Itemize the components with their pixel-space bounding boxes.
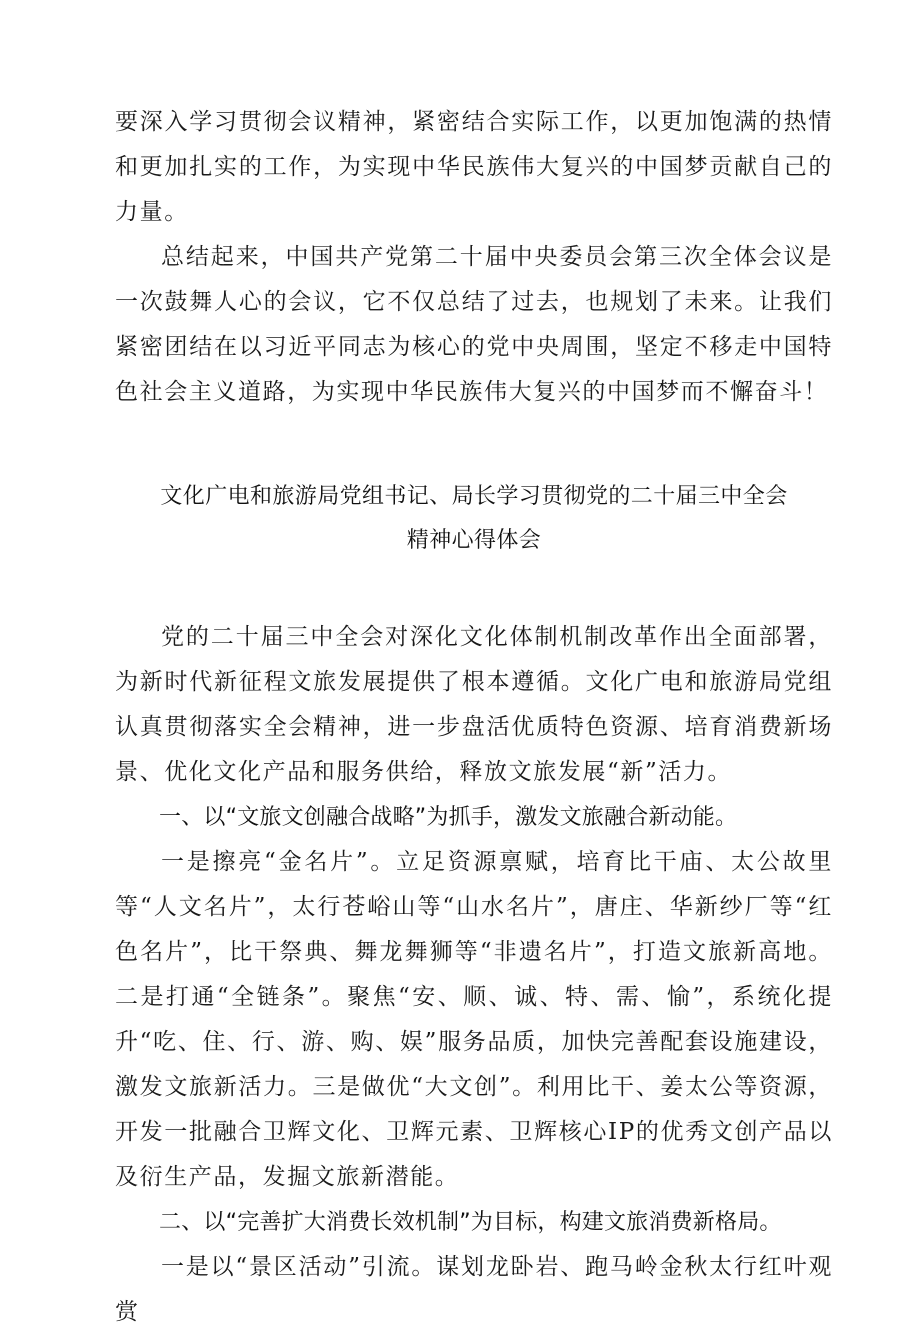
summary-paragraph: 总结起来，中国共产党第二十届中央委员会第三次全体会议是一次鼓舞人心的会议，它不仅总结了过去，也规划了未来。让我们紧密团结在以习近平同志为核心的党中央周围，坚定不移走中国特色社会主义道路，为实现中华民族伟大复兴的中国梦而不懈奋斗！ <box>115 244 833 405</box>
section-2-paragraph: 一是以“景区活动”引流。谋划龙卧岩、跑马岭金秋太行红叶观赏 <box>115 1254 833 1325</box>
spacer <box>115 415 833 475</box>
section-2-heading: 二、以“完善扩大消费长效机制”为目标，构建文旅消费新格局。 <box>159 1210 782 1235</box>
document-page <box>115 100 833 1335</box>
article-title-line-1: 文化广电和旅游局党组书记、局长学习贯彻党的二十届三中全会 <box>160 484 788 509</box>
spacer <box>115 563 833 615</box>
article-title-line-2: 精神心得体会 <box>406 528 542 553</box>
section-1-paragraph: 一是擦亮“金名片”。立足资源禀赋，培育比干庙、太公故里等“人文名片”，太行苍峪山等“山水名片”，唐庄、华新纱厂等“红色名片”，比干祭典、舞龙舞狮等“非遗名片”，打造文旅新高地。二是打通“全链条”。聚焦“安、顺、诚、特、需、愉”，系统化提升“吃、住、行、游、购、娱”服务品质，加快完善配套设施建设，激发文旅新活力。三是做优“大文创”。利用比干、姜太公等资源，开发一批融合卫辉文化、卫辉元素、卫辉核心IP的优秀文创产品以及衍生产品，发掘文旅新潜能。 <box>115 849 833 1190</box>
continuation-paragraph: 要深入学习贯彻会议精神，紧密结合实际工作，以更加饱满的热情和更加扎实的工作，为实现中华民族伟大复兴的中国梦贡献自己的力量。 <box>115 109 833 225</box>
section-1-heading: 一、以“文旅文创融合战略”为抓手，激发文旅融合新动能。 <box>159 805 738 830</box>
intro-paragraph: 党的二十届三中全会对深化文化体制机制改革作出全面部署，为新时代新征程文旅发展提供了根本遵循。文化广电和旅游局党组认真贯彻落实全会精神，进一步盘活优质特色资源、培育消费新场景、优化文化产品和服务供给，释放文旅发展“新”活力。 <box>115 624 833 785</box>
